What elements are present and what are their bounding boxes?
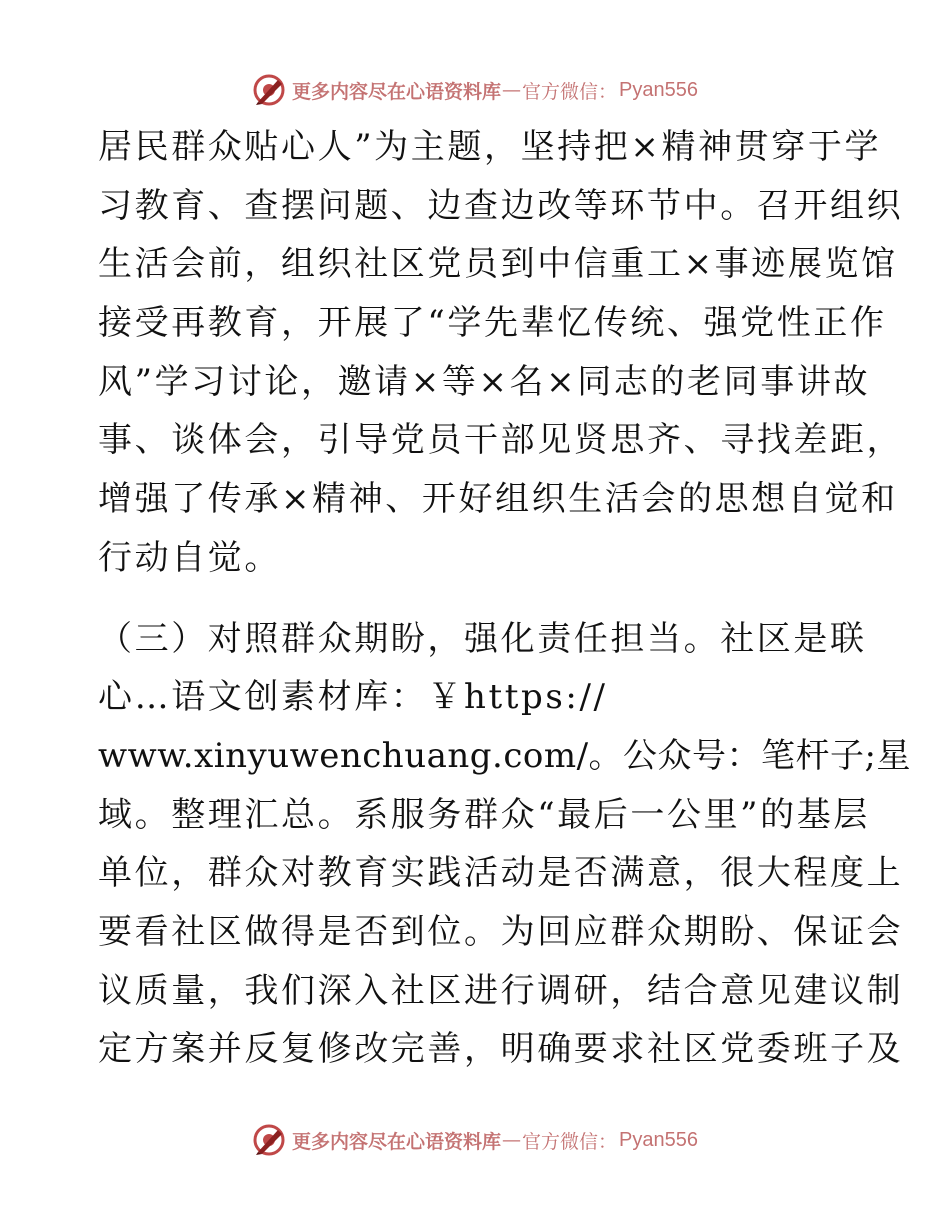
pen-logo-icon <box>252 72 288 108</box>
text-line: 增强了传承×精神、开好组织生活会的思想自觉和 <box>98 479 898 520</box>
footer-dash: — <box>502 1129 522 1151</box>
paragraph-heading-line: （三）对照群众期盼，强化责任担当。社区是联 <box>98 618 867 659</box>
header-dash: — <box>502 79 522 101</box>
header-wechat-account: Pyan556 <box>619 78 698 101</box>
header-watermark <box>0 70 950 110</box>
footer-brand-text: 更多内容尽在心语资料库 <box>292 1130 502 1153</box>
text-line-url: www.xinyuwenchuang.com/。公众号：笔杆子;星 <box>98 735 911 776</box>
text-line: 心…语文创素材库：￥https:// <box>98 677 608 718</box>
text-line: 风”学习讨论，邀请×等×名×同志的老同事讲故 <box>98 361 871 402</box>
text-line: 单位，群众对教育实践活动是否满意，很大程度上 <box>98 853 904 894</box>
text-line: 议质量，我们深入社区进行调研，结合意见建议制 <box>98 970 904 1011</box>
pen-logo-icon <box>252 1122 288 1158</box>
text-line: 行动自觉。 <box>98 537 281 578</box>
footer-wechat-label: 官方微信： <box>522 1130 618 1153</box>
document-body <box>98 118 911 1079</box>
text-line: 事、谈体会，引导党员干部见贤思齐、寻找差距， <box>98 420 904 461</box>
text-line: 居民群众贴心人”为主题，坚持把×精神贯穿于学 <box>98 127 882 167</box>
text-line: 习教育、查摆问题、边查边改等环节中。召开组织 <box>98 185 904 226</box>
text-line: 接受再教育，开展了“学先辈忆传统、强党性正作 <box>98 303 887 344</box>
text-line: 定方案并反复修改完善，明确要求社区党委班子及 <box>98 1029 904 1070</box>
text-line: 生活会前，组织社区党员到中信重工×事迹展览馆 <box>98 244 898 285</box>
text-line: 域。整理汇总。系服务群众“最后一公里”的基层 <box>98 794 870 835</box>
footer-watermark <box>0 1120 950 1160</box>
text-line: 要看社区做得是否到位。为回应群众期盼、保证会 <box>98 911 904 952</box>
footer-wechat-account: Pyan556 <box>619 1128 698 1151</box>
header-brand-text: 更多内容尽在心语资料库 <box>292 80 502 103</box>
header-wechat-label: 官方微信： <box>522 80 618 103</box>
